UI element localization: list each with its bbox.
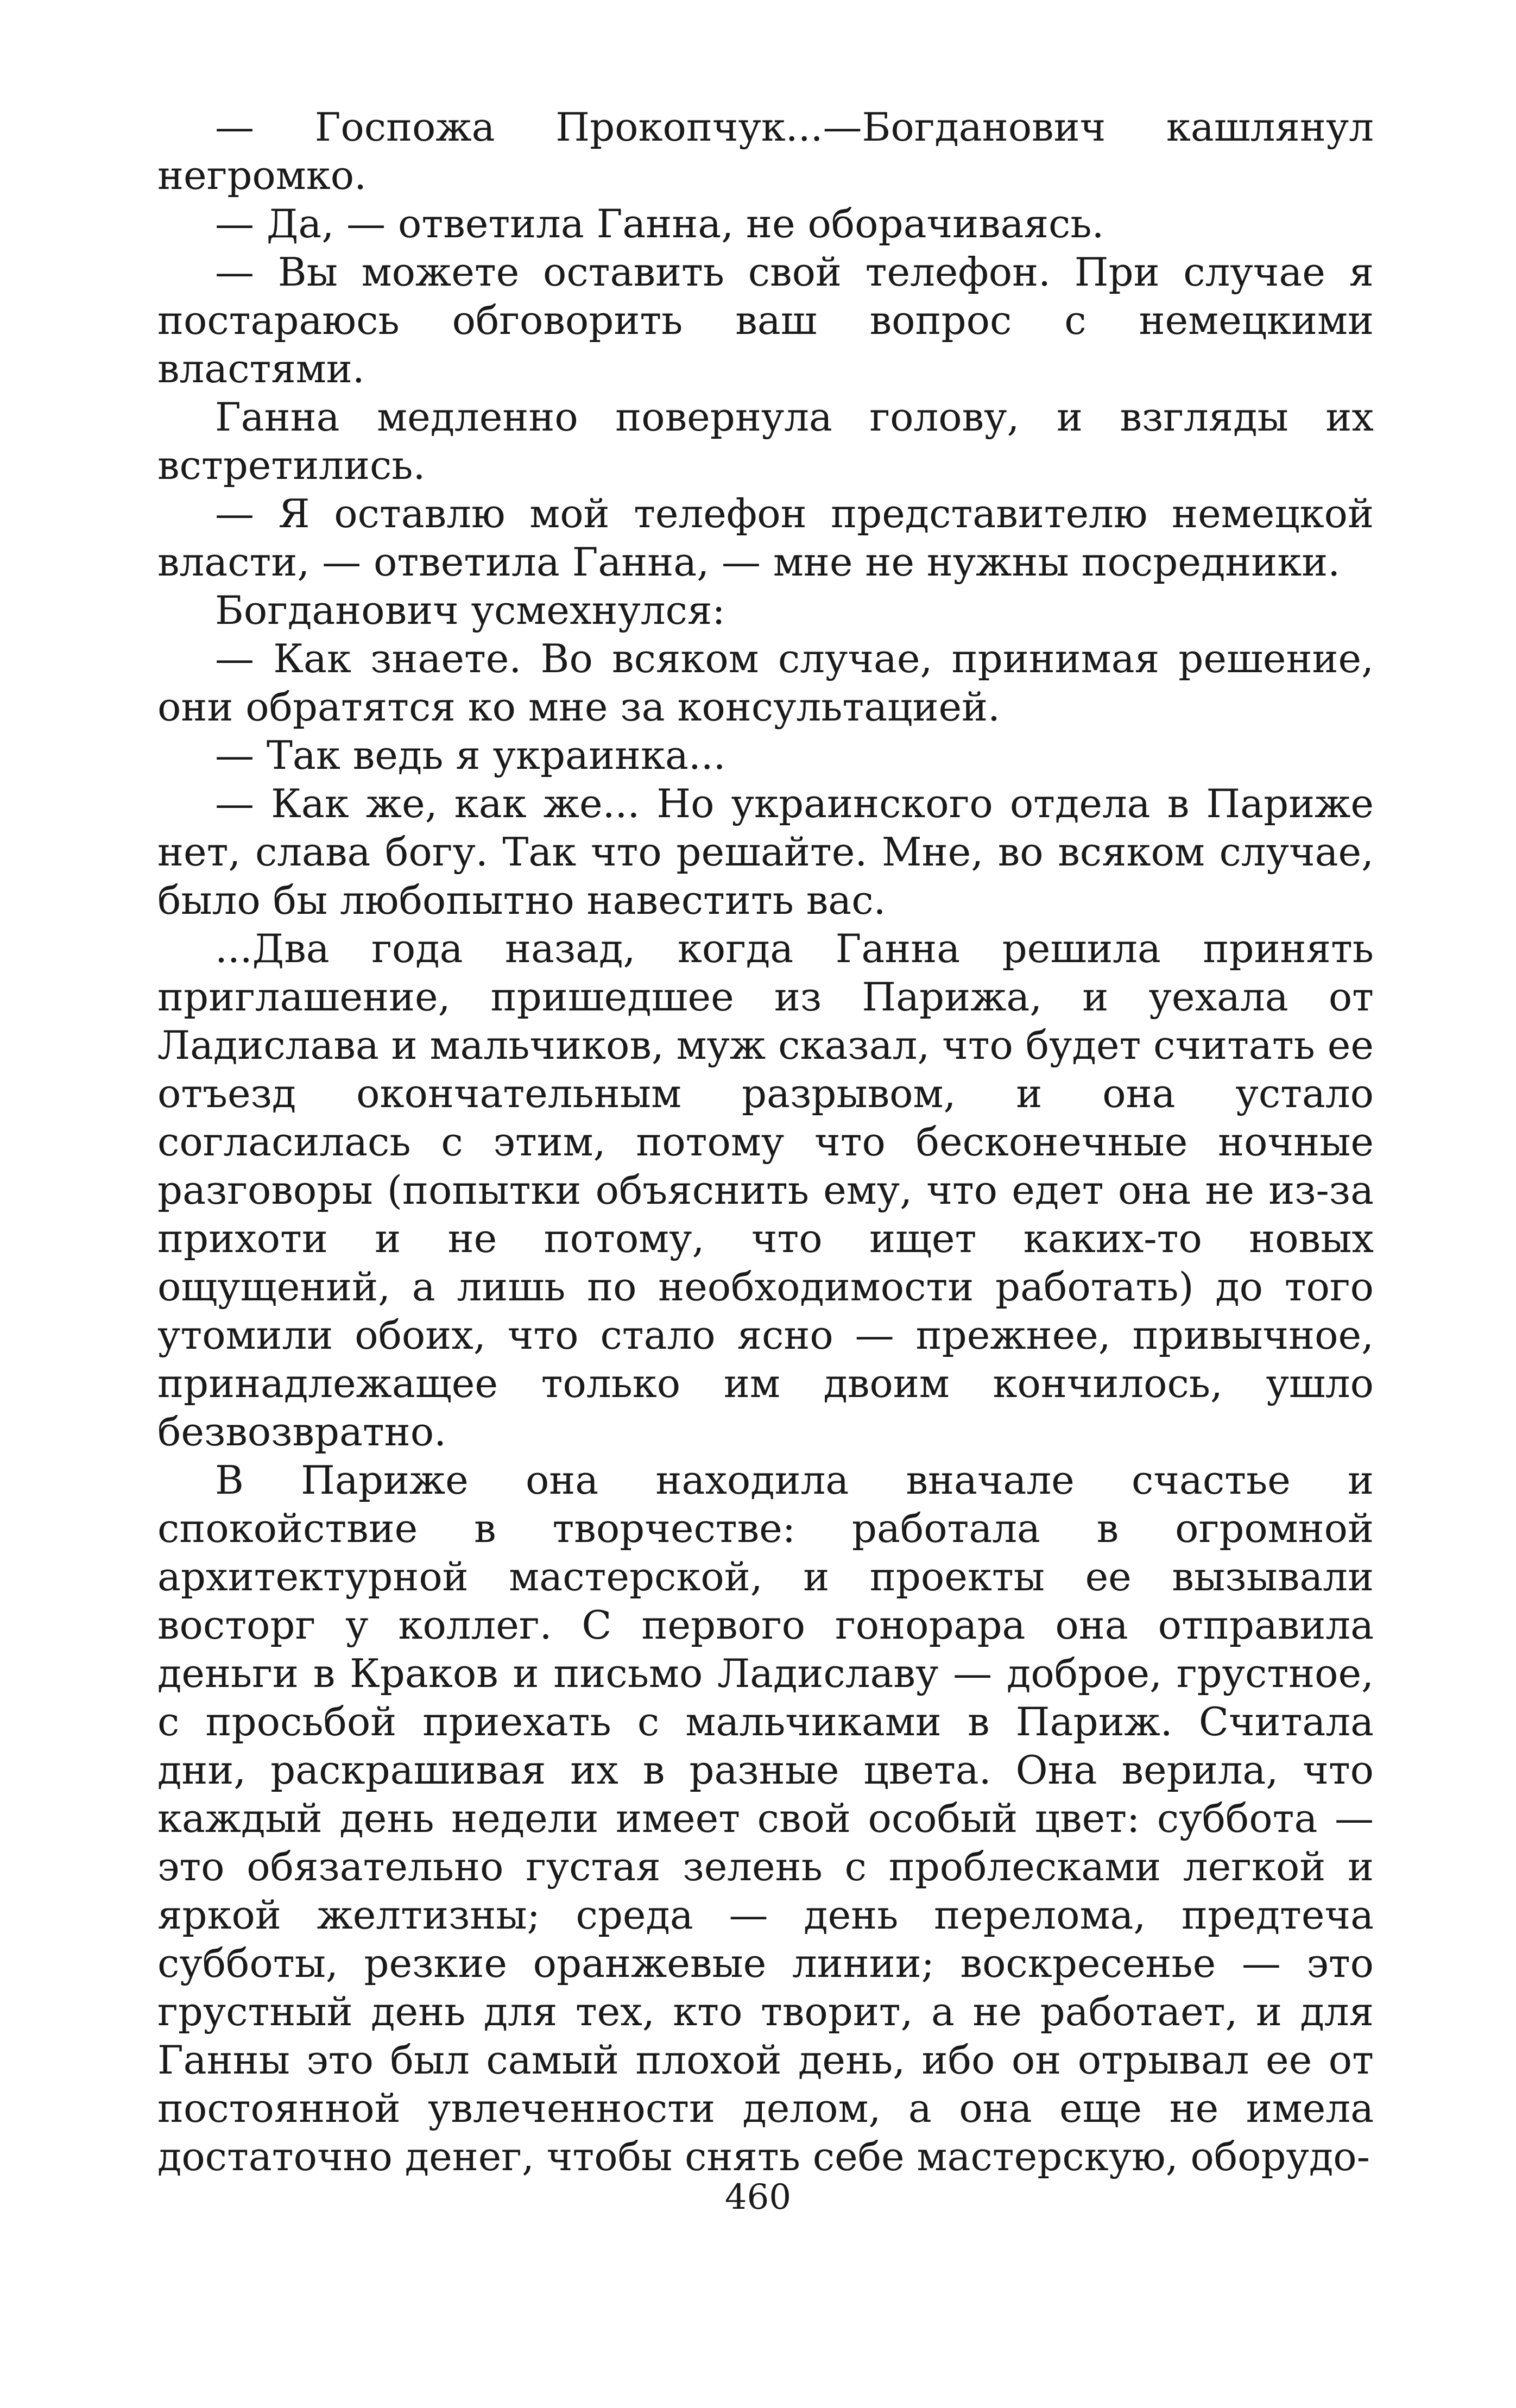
paragraph-6: Богданович усмехнулся: [215,587,725,633]
paragraph-8: — Так ведь я украинка... [215,732,726,778]
paragraph-3: — Вы можете оставить свой телефон. При случае я постараюсь обговорить ваш вопрос с немецкими властями. [157,249,1374,391]
paragraph-9: — Как же, как же... Но украинского отдела в Париже нет, слава богу. Так что решайте. Мне, во всяком случае, было бы любопытно навестить вас. [157,781,1374,923]
paragraph-7: — Как знаете. Во всяком случае, принимая решение, они обратятся ко мне за консультацией. [157,636,1374,730]
paragraph-1: — Госпожа Прокопчук...—Богданович кашлянул негромко. [157,104,1374,198]
paragraph-11: В Париже она находила вначале счастье и спокойствие в творчестве: работала в огромной архитектурной мастерской, и проекты ее вызывали восторг у коллег. С первого гонорара она отправила деньги в Краков и письмо Ладиславу — доброе, грустное, с просьбой приехать с мальчиками в Париж. Считала дни, раскрашивая их в разные цвета. Она верила, что каждый день недели имеет свой особый цвет: суббота — это обязательно густая зелень с проблесками легкой и яркой желтизны; среда — день перелома, предтеча субботы, резкие оранжевые линии; воскресенье — это грустный день для тех, кто творит, а не работает, и для Ганны это был самый плохой день, ибо он отрывал ее от постоянной увлеченности делом, а она еще не имела достаточно денег, чтобы снять себе мастерскую, оборудо- [157,1457,1374,2179]
body-text [157,103,1374,2181]
page-number: 460 [724,2177,792,2217]
paragraph-10: ...Два года назад, когда Ганна решила принять приглашение, пришедшее из Парижа, и уехала от Ладислава и мальчиков, муж сказал, что будет считать ее отъезд окончательным разрывом, и она устало согласилась с этим, потому что бесконечные ночные разговоры (попытки объяснить ему, что едет она не из-за прихоти и не потому, что ищет каких-то новых ощущений, а лишь по необходимости работать) до того утомили обоих, что стало ясно — прежнее, привычное, принадлежащее только им двоим кончилось, ушло безвозвратно. [157,926,1374,1455]
paragraph-2: — Да, — ответила Ганна, не оборачиваясь. [215,201,1104,247]
paragraph-5: — Я оставлю мой телефон представителю немецкой власти, — ответила Ганна, — мне не нужны посредники. [157,491,1374,585]
paragraph-4: Ганна медленно повернула голову, и взгляды их встретились. [157,394,1374,488]
